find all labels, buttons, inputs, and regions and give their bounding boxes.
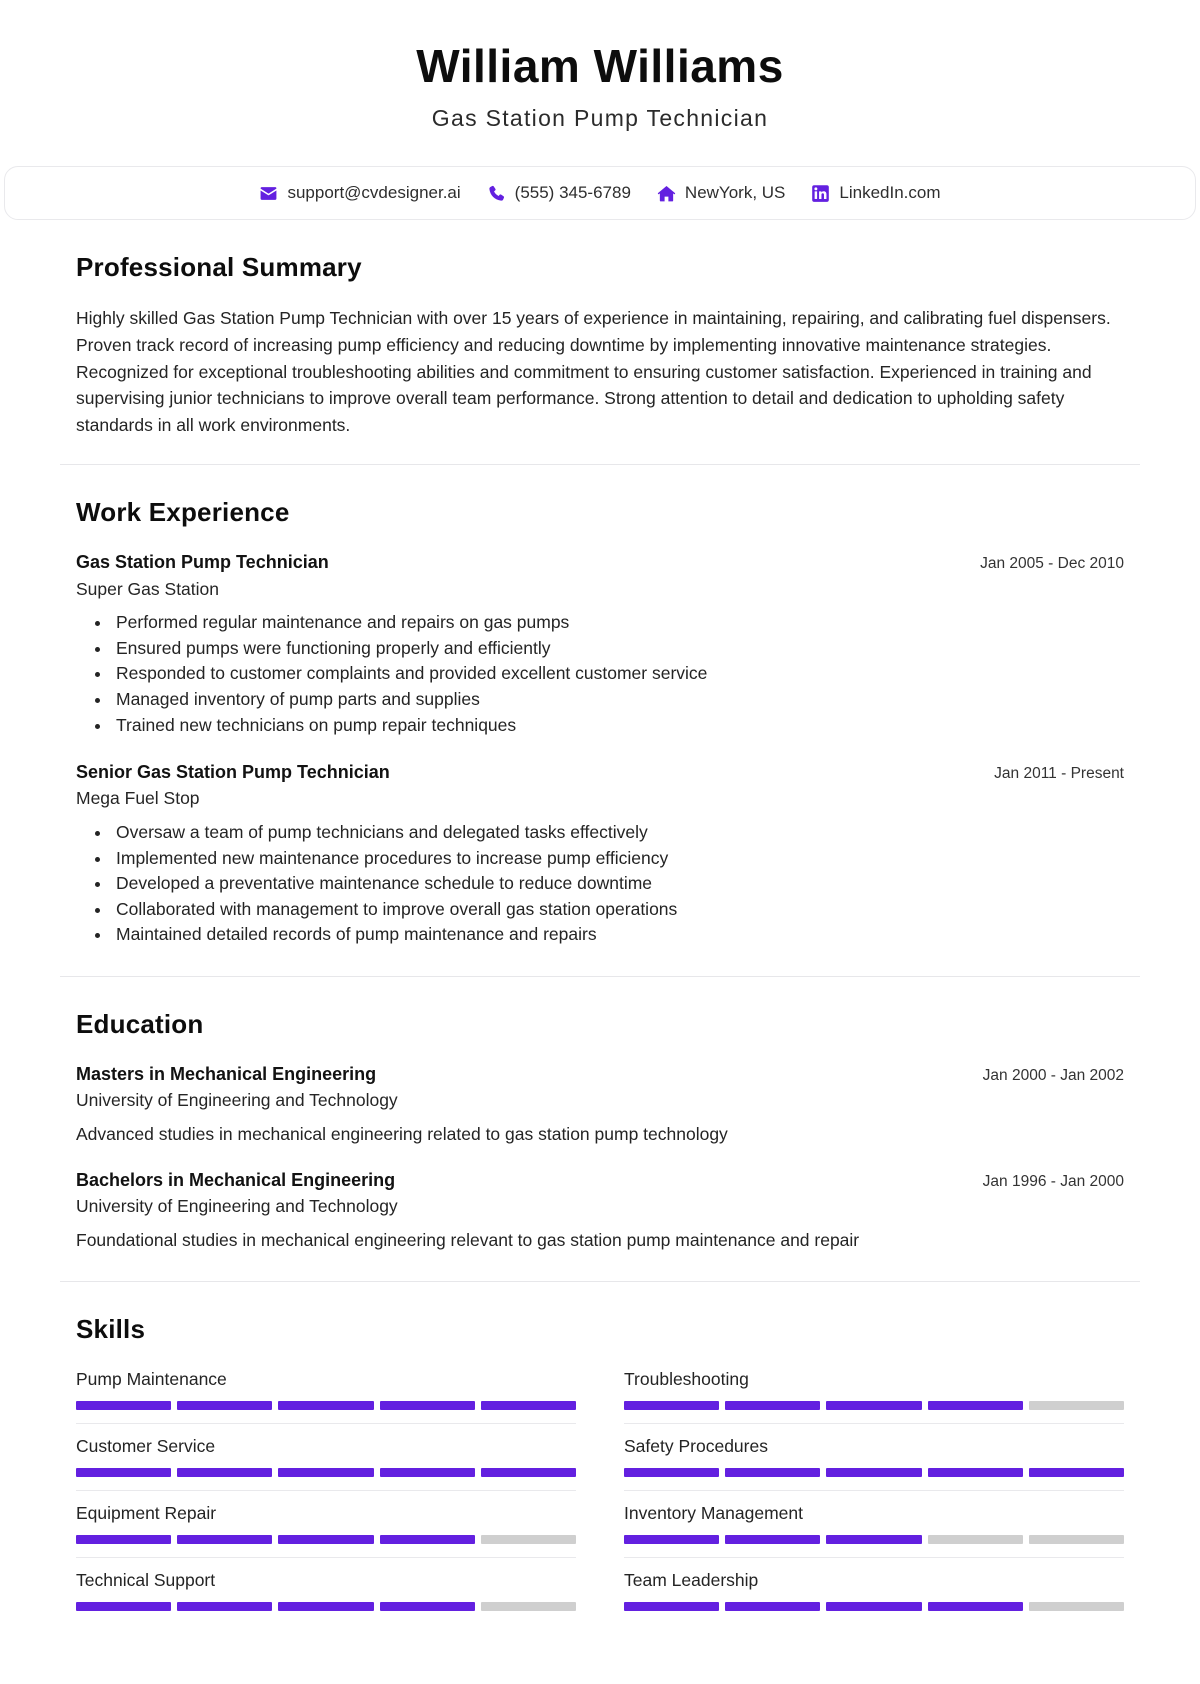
- skill-level-segment: [76, 1468, 171, 1477]
- home-icon: [657, 184, 676, 203]
- skill-level-segment: [278, 1468, 373, 1477]
- skill-level-bar: [624, 1602, 1124, 1611]
- list-item: • Developed a preventative maintenance schedule to reduce downtime: [112, 871, 1124, 897]
- list-item: • Oversaw a team of pump technicians and delegated tasks effectively: [112, 820, 1124, 846]
- education-entry-dates: Jan 2000 - Jan 2002: [982, 1066, 1124, 1084]
- work-entry-company: Mega Fuel Stop: [76, 788, 200, 809]
- education-entry-header: [76, 1168, 1124, 1192]
- contact-phone[interactable]: [487, 183, 631, 203]
- skill-level-segment: [380, 1401, 475, 1410]
- work-entry-dates: Jan 2011 - Present: [994, 765, 1124, 783]
- work-entry: [76, 550, 1124, 738]
- list-item: • Trained new technicians on pump repair techniques: [112, 713, 1124, 739]
- skill-name: Inventory Management: [624, 1502, 803, 1523]
- contact-email[interactable]: [259, 183, 460, 203]
- list-item: • Responded to customer complaints and provided excellent customer service: [112, 661, 1124, 687]
- skill-level-segment: [826, 1535, 921, 1544]
- education-entry-school: University of Engineering and Technology: [76, 1090, 398, 1111]
- education-entry-list: [76, 1062, 1124, 1253]
- skill-item: [76, 1367, 576, 1423]
- section-education: [60, 977, 1140, 1282]
- skill-name: Customer Service: [76, 1435, 216, 1456]
- skill-level-segment: [278, 1602, 373, 1611]
- skill-level-segment: [177, 1602, 272, 1611]
- skill-level-segment: [76, 1602, 171, 1611]
- education-entry-school: University of Engineering and Technology: [76, 1196, 398, 1217]
- work-entry-bullets: [76, 610, 1124, 738]
- skill-level-segment: [725, 1535, 820, 1544]
- education-entry-dates: Jan 1996 - Jan 2000: [982, 1173, 1124, 1191]
- skill-level-segment: [624, 1602, 719, 1611]
- work-entry-list: [76, 550, 1124, 947]
- education-entry-degree: Masters in Mechanical Engineering: [76, 1063, 377, 1084]
- education-entry: [76, 1168, 1124, 1252]
- skill-level-bar: [76, 1401, 576, 1410]
- skill-level-segment: [481, 1401, 576, 1410]
- skill-level-segment: [481, 1602, 576, 1611]
- skill-item: [624, 1490, 1124, 1557]
- skill-name: Equipment Repair: [76, 1502, 217, 1523]
- skill-level-segment: [76, 1401, 171, 1410]
- skill-name: Technical Support: [76, 1569, 216, 1590]
- skill-level-segment: [1029, 1468, 1124, 1477]
- skill-name: Troubleshooting: [624, 1368, 749, 1389]
- resume-body: [0, 220, 1200, 1649]
- education-entry-degree: Bachelors in Mechanical Engineering: [76, 1170, 396, 1191]
- phone-icon: [487, 184, 506, 203]
- skill-level-segment: [826, 1401, 921, 1410]
- work-entry-role: Gas Station Pump Technician: [76, 552, 329, 573]
- skill-level-segment: [1029, 1535, 1124, 1544]
- skill-item: [76, 1423, 576, 1490]
- skill-level-segment: [725, 1602, 820, 1611]
- summary-text: Highly skilled Gas Station Pump Technician with over 15 years of experience in maintaining, repairing, and calibrating fuel dispensers. Proven track record of increasing pump efficiency and reducing downtime by implementing innovative maintenance strategies. Recognized for exceptional troubleshooting abilities and commitment to ensuring customer satisfaction. Experienced in training and supervising junior technicians to improve overall team performance. Strong attention to detail and dedication to upholding safety standards in all work environments.: [76, 308, 1111, 435]
- skill-level-bar: [76, 1602, 576, 1611]
- contact-email-label: support@cvdesigner.ai: [287, 183, 461, 203]
- skill-level-segment: [826, 1602, 921, 1611]
- linkedin-icon: [811, 184, 830, 203]
- envelope-icon: [259, 184, 278, 203]
- skill-level-bar: [624, 1401, 1124, 1410]
- skill-level-segment: [177, 1401, 272, 1410]
- work-entry: [76, 760, 1124, 948]
- skill-level-segment: [826, 1468, 921, 1477]
- education-entry-description: Foundational studies in mechanical engineering relevant to gas station pump maintenance and repair: [76, 1230, 860, 1251]
- page-title: William Williams: [416, 40, 784, 92]
- skill-level-segment: [278, 1401, 373, 1410]
- work-entry-header: [76, 550, 1124, 574]
- skill-name: Safety Procedures: [624, 1435, 768, 1456]
- skill-level-segment: [928, 1535, 1023, 1544]
- skill-level-bar: [76, 1535, 576, 1544]
- skill-item: [624, 1423, 1124, 1490]
- list-item: • Maintained detailed records of pump maintenance and repairs: [112, 922, 1124, 948]
- education-entry-header: [76, 1062, 1124, 1086]
- section-work-experience: [60, 465, 1140, 976]
- skill-level-bar: [76, 1468, 576, 1477]
- list-item: • Managed inventory of pump parts and supplies: [112, 687, 1124, 713]
- work-entry-dates: Jan 2005 - Dec 2010: [980, 555, 1124, 573]
- skill-level-segment: [76, 1535, 171, 1544]
- contact-phone-label: (555) 345-6789: [514, 183, 631, 203]
- skill-level-segment: [928, 1401, 1023, 1410]
- list-item: • Collaborated with management to improve overall gas station operations: [112, 897, 1124, 923]
- contact-linkedin[interactable]: [811, 183, 940, 203]
- skill-level-segment: [177, 1535, 272, 1544]
- skill-level-segment: [725, 1468, 820, 1477]
- list-item: • Implemented new maintenance procedures to increase pump efficiency: [112, 846, 1124, 872]
- contact-linkedin-label: LinkedIn.com: [839, 183, 941, 203]
- skill-level-segment: [1029, 1602, 1124, 1611]
- skill-level-segment: [177, 1468, 272, 1477]
- resume-header: [0, 0, 1200, 150]
- list-item: • Performed regular maintenance and repairs on gas pumps: [112, 610, 1124, 636]
- work-entry-header: [76, 760, 1124, 784]
- list-item: • Ensured pumps were functioning properly and efficiently: [112, 636, 1124, 662]
- section-heading-education: Education: [76, 1008, 204, 1039]
- contact-location[interactable]: [657, 183, 785, 203]
- skill-item: [624, 1367, 1124, 1423]
- skill-name: Team Leadership: [624, 1569, 759, 1590]
- skill-level-segment: [1029, 1401, 1124, 1410]
- skill-level-segment: [278, 1535, 373, 1544]
- skill-level-segment: [725, 1401, 820, 1410]
- education-entry-description: Advanced studies in mechanical engineering related to gas station pump technology: [76, 1123, 728, 1144]
- skill-level-segment: [481, 1468, 576, 1477]
- work-entry-bullets: [76, 820, 1124, 948]
- work-entry-role: Senior Gas Station Pump Technician: [76, 762, 390, 783]
- section-professional-summary: [60, 220, 1140, 465]
- skill-level-segment: [380, 1602, 475, 1611]
- section-heading-skills: Skills: [76, 1313, 146, 1344]
- skill-level-bar: [624, 1535, 1124, 1544]
- section-skills: [60, 1282, 1140, 1650]
- skill-level-segment: [624, 1535, 719, 1544]
- work-entry-company: Super Gas Station: [76, 578, 219, 599]
- header-job-title: Gas Station Pump Technician: [431, 104, 769, 131]
- section-heading-work: Work Experience: [76, 497, 290, 528]
- skills-grid: [76, 1367, 1124, 1624]
- skill-level-segment: [624, 1401, 719, 1410]
- contact-location-label: NewYork, US: [684, 183, 786, 203]
- skill-level-segment: [380, 1535, 475, 1544]
- contact-bar: [4, 166, 1196, 220]
- section-heading-summary: Professional Summary: [76, 252, 362, 283]
- skill-item: [624, 1557, 1124, 1624]
- skill-level-bar: [624, 1468, 1124, 1477]
- skill-level-segment: [624, 1468, 719, 1477]
- skill-item: [76, 1557, 576, 1624]
- skill-level-segment: [380, 1468, 475, 1477]
- skill-item: [76, 1490, 576, 1557]
- skill-level-segment: [481, 1535, 576, 1544]
- education-entry: [76, 1062, 1124, 1146]
- skill-level-segment: [928, 1602, 1023, 1611]
- skill-name: Pump Maintenance: [76, 1368, 227, 1389]
- skill-level-segment: [928, 1468, 1023, 1477]
